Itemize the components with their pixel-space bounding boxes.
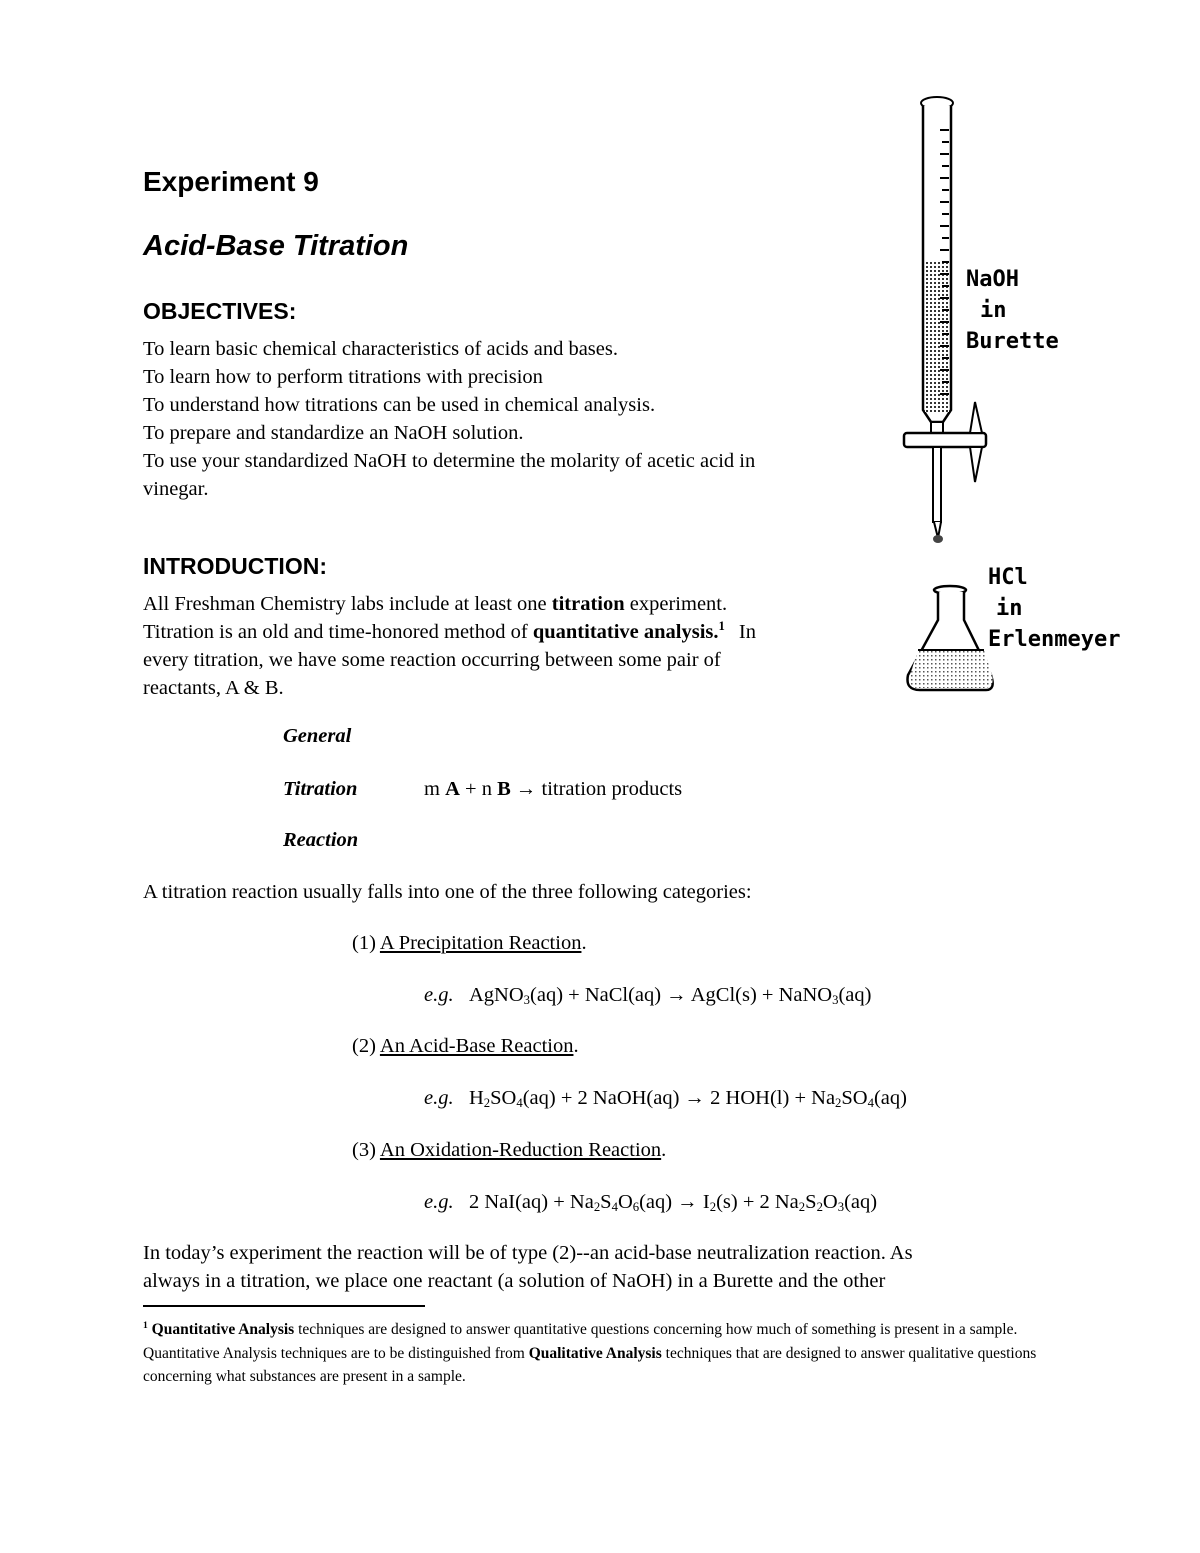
objectives-list [143,335,863,503]
intro-line: reactants, A & B. [143,677,284,699]
titration-label [283,775,357,803]
category-1 [352,929,587,957]
eg-label: e.g. [424,1087,454,1109]
category-number: (3) [352,1139,380,1161]
intro-text: experiment. [624,593,728,615]
reaction-label-text: Reaction [283,829,359,851]
objective-line: To learn basic chemical characteristics of acids and bases. [143,338,618,360]
category-3 [352,1136,666,1164]
intro-term-titration: titration [551,593,625,615]
eq-part: → titration products [510,778,683,800]
footnote-term: Quantitative Analysis [151,1321,295,1338]
intro-text: In [738,621,756,643]
closing-line: always in a titration, we place one reactant (a solution of NaOH) in a Burette and the other [143,1270,886,1292]
eq-part: m [424,778,446,800]
footnote-text: techniques are designed to answer quantitative questions concerning how much of something is present in a sample. Quantitative Analysis techniques are to be distinguished from [143,1321,1018,1362]
intro-line: every titration, we have some reaction occurring between some pair of [143,649,721,671]
footnote-term: Qualitative Analysis [528,1344,662,1362]
closing-line: In today’s experiment the reaction will be of type (2)--an acid-base neutralization reaction. As [143,1242,913,1264]
intro-text: Titration is an old and time-honored method of [143,621,533,643]
category-period: . [661,1139,667,1161]
objective-line: To understand how titrations can be used in chemical analysis. [143,394,656,416]
category-2 [352,1032,579,1060]
category-number: (2) [352,1035,380,1057]
burette-label-line: in [980,298,1007,323]
example-3: e.g. 2 $NaI(aq) + Na_2S_4O_6(aq) \to I_2(s) + 2$ $Na_2S_2O_3(aq)$ [424,1191,878,1215]
category-name: An Oxidation-Reduction Reaction [379,1139,662,1161]
objective-line: vinegar. [143,478,209,500]
eg-label: e.g. [424,984,454,1006]
eg-label: e.g. [424,1191,454,1213]
general-label [283,722,351,750]
objective-line: To learn how to perform titrations with precision [143,366,543,388]
footnote-rule [143,1305,425,1307]
page-title: Acid-Base Titration [143,230,409,262]
reaction-label [283,826,358,854]
eq-part: + n [459,778,498,800]
experiment-number: Experiment 9 [143,166,319,197]
introduction-paragraph [143,590,863,702]
closing-paragraph [143,1239,1063,1295]
burette-label-line: NaOH [966,267,1019,292]
burette-label [966,264,1059,357]
flask-label-line: Erlenmeyer [988,627,1121,652]
category-number: (1) [352,932,380,954]
burette-label-line: Burette [966,329,1059,354]
objective-line: To use your standardized NaOH to determine the molarity of acetic acid in [143,450,756,472]
intro-text: All Freshman Chemistry labs include at least one [143,593,552,615]
flask-label-line: HCl [988,565,1028,590]
category-period: . [573,1035,579,1057]
erlenmeyer-flask-icon [908,586,993,690]
categories-intro: A titration reaction usually falls into one of the three following categories: [143,881,752,903]
eq-reactant-b: B [497,778,511,800]
eq-reactant-a: A [445,778,460,800]
general-equation [424,775,682,803]
general-label-text: General [283,725,352,747]
flask-label-line: in [996,596,1023,621]
footnote [143,1318,1043,1389]
objectives-heading: OBJECTIVES: [143,298,297,324]
flask-label [988,562,1120,655]
category-period: . [581,932,587,954]
intro-term-quantitative: quantitative analysis. [532,621,719,643]
example-1: e.g. AgNO$_3$(aq) + NaCl(aq) → AgCl(s) + NaNO$_3$(aq) [424,984,872,1008]
footnote-text: techniques that are designed to answer qualitative questions concerning what substances are present in a sample. [143,1344,1037,1385]
category-name: A Precipitation Reaction [379,932,582,954]
example-2: e.g. $H_2SO_4(aq) + 2$ NaOH(aq) → 2 $HOH(l) + Na_2SO_4(aq)$ [424,1087,907,1111]
category-name: An Acid-Base Reaction [379,1035,574,1057]
footnote-ref: 1 [718,619,725,634]
introduction-heading: INTRODUCTION: [143,553,327,579]
titration-label-text: Titration [283,778,358,800]
objective-line: To prepare and standardize an NaOH solution. [143,422,524,444]
footnote-mark: 1 [143,1319,148,1331]
